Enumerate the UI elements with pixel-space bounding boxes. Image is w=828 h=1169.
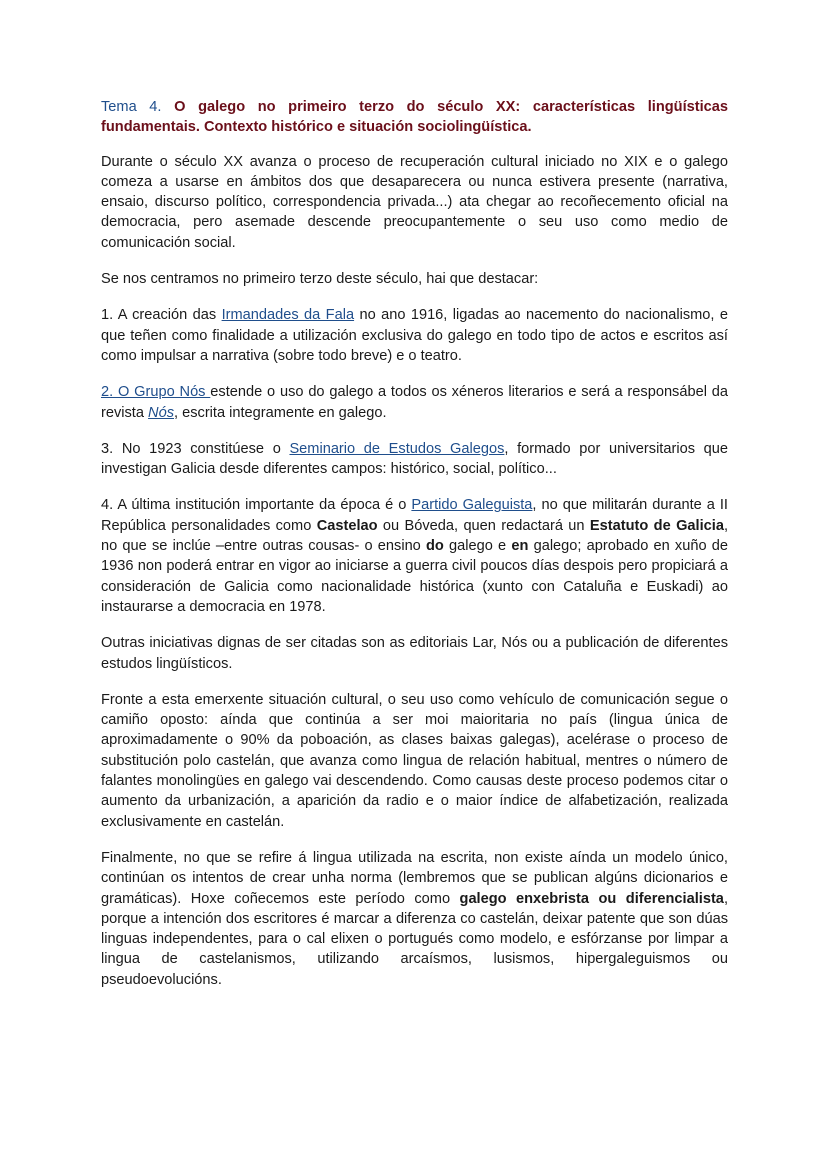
- item-2-after: , escrita integramente en galego.: [174, 404, 387, 421]
- item-4-text-3: ou Bóveda, quen redactará un: [377, 517, 590, 534]
- page-title: [101, 97, 728, 138]
- final-bold: galego enxebrista ou diferencialista: [459, 890, 724, 907]
- partido-galeguista-link[interactable]: Partido Galeguista: [411, 497, 533, 514]
- item-4-paragraph: [101, 495, 728, 617]
- item-4-bold-do: do: [426, 538, 444, 555]
- item-1-paragraph: [101, 305, 728, 366]
- item-4-bold-estatuto: Estatuto de Galicia: [589, 517, 724, 534]
- revista-nos-link[interactable]: Nós: [148, 404, 174, 421]
- intro-paragraph: Durante o século XX avanza o proceso de recuperación cultural iniciado no XIX e o galego comeza a usarse en ámbitos dos que desaparecera ou nunca estivera presente (narrativa, ensaio, discurso político, correspondencia privada...) ata chegar ao recoñecemento oficial na democracia, pero asemade descende preocupantemente o seu uso como medio de comunicación social.: [101, 153, 728, 251]
- item-3-before: 3. No 1923 constitúese o: [101, 440, 290, 457]
- item-3-after: , formado por universitarios que investigan Galicia desde diferentes campos: histórico, social, político...: [101, 440, 728, 478]
- final-text-1: Finalmente, no que se refire á lingua utilizada na escrita, non existe aínda un modelo único, continúan os intentos de crear unha norma (lembremos que se publican algúns dicionarios e gramáticas). Hoxe coñecemos este período como: [101, 849, 728, 907]
- item-2-middle: estende o uso do galego a todos os xéneros literarios e será a responsábel da revista: [101, 384, 728, 421]
- lead-paragraph: Se nos centramos no primeiro terzo deste século, hai que destacar:: [101, 271, 539, 288]
- fronte-paragraph: Fronte a esta emerxente situación cultural, o seu uso como vehículo de comunicación segue o camiño oposto: aínda que continúa a ser moi maioritaria no país (lingua única de aproximadamente o 90% da poboación, as clases baixas galegas), acelérase o proceso de substitución polo castelán, que avanza como lingua de relación habitual, mentres o número de falantes monolingües en galego vai descendendo. Como causas deste proceso podemos citar o aumento da urbanización, a aparición da radio e o maior índice de alfabetización, realizada exclusivamente en castelán.: [101, 691, 728, 830]
- item-2-paragraph: [101, 382, 728, 423]
- title-text: O galego no primeiro terzo do século XX: características lingüísticas fundamentais. Contexto histórico e situación sociolingüística.: [101, 99, 729, 136]
- item-4-text-5: galego e: [443, 538, 512, 555]
- item-3-paragraph: [101, 439, 728, 480]
- seminario-link[interactable]: Seminario de Estudos Galegos: [289, 440, 505, 457]
- outras-paragraph: Outras iniciativas dignas de ser citadas son as editoriais Lar, Nós ou a publicación de diferentes estudos lingüísticos.: [101, 635, 728, 672]
- title-prefix: Tema 4.: [101, 99, 162, 115]
- item-4-text-6: galego; aprobado en xuño de 1936 non poderá entrar en vigor ao iniciarse a guerra civil poucos días despois pero propiciará a consideración de Galicia como nacionalidade histórica (xunto con Cataluña e Euskadi) ao instaurarse a democracia en 1978.: [101, 538, 729, 615]
- final-text-2: , porque a intención dos escritores é marcar a diferenza co castelán, deixar patente que son dúas linguas independentes, para o cal elixen o portugués como modelo, e esfórzanse por limpar a lingua de castelanismos, utilizando arcaísmos, lusismos, hipergaleguismos ou pseudoevolucións.: [101, 890, 728, 988]
- item-4-bold-en: en: [511, 538, 529, 555]
- item-4-text-4: , no que se inclúe –entre outras cousas- o ensino: [101, 517, 728, 555]
- grupo-nos-link[interactable]: 2. O Grupo Nós: [101, 384, 211, 401]
- irmandades-link[interactable]: Irmandades da Fala: [221, 307, 355, 324]
- item-1-before: 1. A creación das: [101, 307, 222, 324]
- item-4-text-1: 4. A última institución importante da época é o: [101, 497, 412, 514]
- item-4-bold-castelao: Castelao: [316, 517, 378, 534]
- final-paragraph: [101, 848, 728, 990]
- item-1-after: no ano 1916, ligadas ao nacemento do nacionalismo, e que teñen como finalidade a utilización exclusiva do galego en todo tipo de actos e escritos así como impulsar a narrativa (sobre todo breve) e o teatro.: [101, 307, 728, 364]
- item-4-text-2: , no que militarán durante a II República personalidades como: [101, 497, 728, 534]
